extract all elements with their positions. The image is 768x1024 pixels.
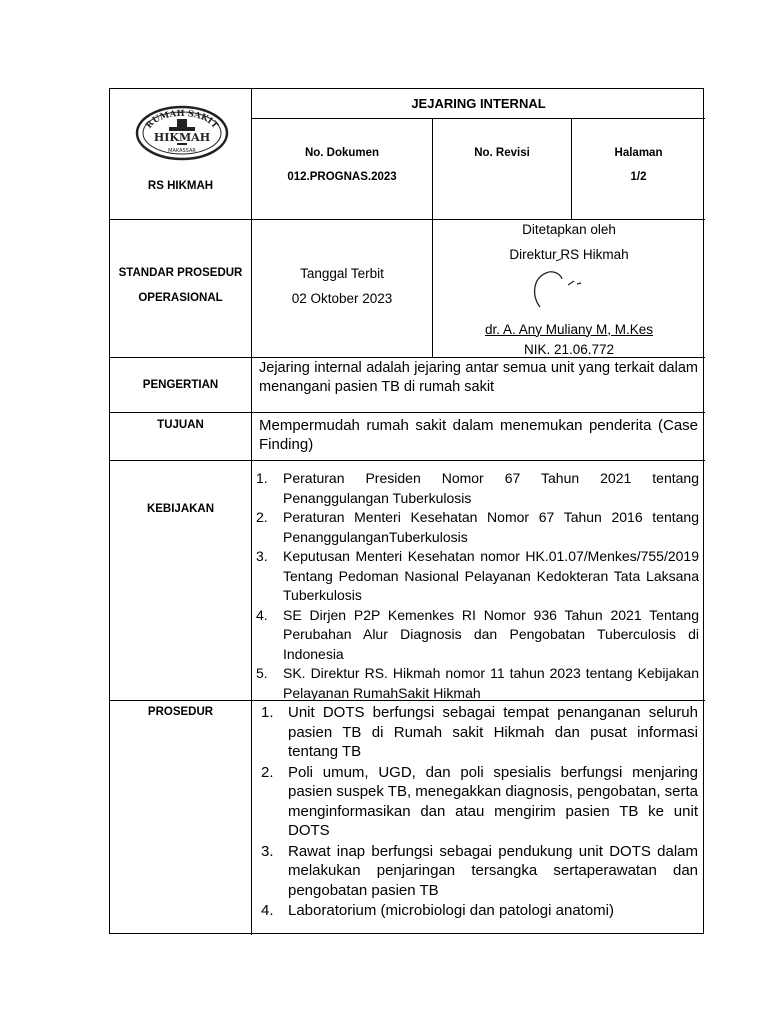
logo-name-text: HIKMAH <box>153 131 211 144</box>
list-item: 1. Unit DOTS berfungsi sebagai tempat penanganan seluruh pasien TB di Rumah sakit Hikmah dan pusat informasi tentang TB <box>261 704 698 760</box>
signer-name: dr. A. Any Muliany M, M.Kes <box>484 321 654 337</box>
kebijakan-list <box>256 469 699 703</box>
hospital-name: RS HIKMAH <box>147 180 214 192</box>
section-label-kebijakan: KEBIJAKAN <box>146 503 215 515</box>
section-label-pengertian: PENGERTIAN <box>142 379 219 391</box>
doc-number-value: 012.PROGNAS.2023 <box>287 171 397 183</box>
page-value: 1/2 <box>630 171 647 183</box>
sop-label-line1: STANDAR PROSEDUR <box>118 267 243 279</box>
logo-city-text: MAKASSAR <box>168 148 196 154</box>
approved-by-line2: Direktur RS Hikmah <box>509 246 629 262</box>
list-item: 2. Poli umum, UGD, dan poli spesialis berfungsi menjaring pasien suspek TB, menegakkan diagnosis, pengobatan, serta menginformasikan dan atau mengirim pasien TB ke unit DOTS <box>261 763 698 839</box>
approved-by-line1: Ditetapkan oleh <box>522 221 616 237</box>
issue-date-value: 02 Oktober 2023 <box>291 290 393 306</box>
sop-label-line2: OPERASIONAL <box>138 292 223 304</box>
issue-date-label: Tanggal Terbit <box>300 265 384 281</box>
sop-document-table <box>109 88 704 934</box>
signer-nik: NIK. 21.06.772 <box>523 341 615 357</box>
list-item: 3. Rawat inap berfungsi sebagai pendukung unit DOTS dalam melakukan penjaringan tersangka sertaperawatan dan pengobatan pasien TB <box>261 842 698 899</box>
row-divider <box>251 118 705 119</box>
column-divider <box>251 89 252 935</box>
list-item: 4. Laboratorium (microbiologi dan patologi anatomi) <box>261 902 615 919</box>
hospital-logo <box>135 105 229 161</box>
doc-number-label: No. Dokumen <box>304 147 380 159</box>
section-label-tujuan: TUJUAN <box>157 419 204 431</box>
revision-label: No. Revisi <box>474 147 530 159</box>
document-title: JEJARING INTERNAL <box>411 96 546 111</box>
list-item: 5. SK. Direktur RS. Hikmah nomor 11 tahun 2023 tentang Kebijakan Pelayanan RumahSakit Hikmah <box>256 665 699 701</box>
logo-arc-text: RUMAH SAKIT <box>144 108 220 131</box>
list-item: 2. Peraturan Menteri Kesehatan Nomor 67 Tahun 2016 tentang PenanggulanganTuberkulosis <box>256 509 699 545</box>
tujuan-text: Mempermudah rumah sakit dalam menemukan penderita (Case Finding) <box>259 417 698 453</box>
prosedur-list <box>261 703 698 922</box>
row-divider <box>110 412 705 413</box>
section-label-prosedur: PROSEDUR <box>147 706 214 718</box>
signature <box>522 257 592 315</box>
row-divider <box>110 460 705 461</box>
list-item: 3. Keputusan Menteri Kesehatan nomor HK.01.07/Menkes/755/2019 Tentang Pedoman Nasional Pelayanan Kedokteran Tata Laksana Tuberkulosis <box>256 548 699 603</box>
list-item: 1. Peraturan Presiden Nomor 67 Tahun 2021 tentang Penanggulangan Tuberkulosis <box>256 470 699 506</box>
list-item: 4. SE Dirjen P2P Kemenkes RI Nomor 936 Tahun 2021 Tentang Perubahan Alur Diagnosis dan Pengobatan Tuberculosis di Indonesia <box>256 606 699 662</box>
page-label: Halaman <box>614 147 663 159</box>
pengertian-text: Jejaring internal adalah jejaring antar semua unit yang terkait dalam menangani pasien TB di rumah sakit <box>259 360 698 395</box>
